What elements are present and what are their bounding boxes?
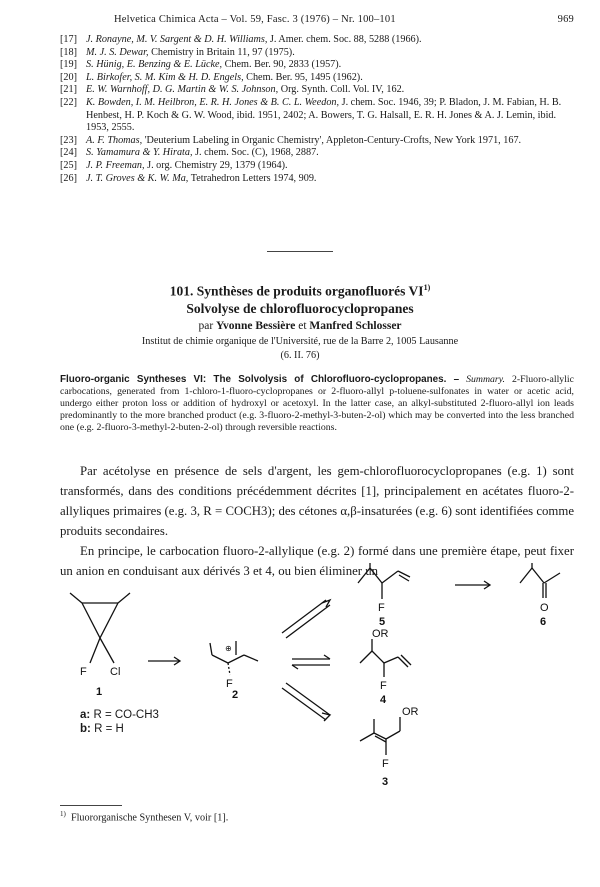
- reference-number: [17]: [60, 34, 77, 45]
- reference-item: [60, 135, 580, 148]
- article-title: 101. Synthèses de produits organofluorés VI$^{1)}$: [169, 283, 431, 299]
- compound-4-structure: [360, 628, 411, 706]
- compound-6-structure: [520, 563, 560, 628]
- reference-item: [60, 160, 580, 173]
- reference-item: [60, 72, 580, 85]
- footnote: $^{1)}$ Fluororganische Synthesen V, voir [1].: [60, 810, 229, 824]
- substituent-OR: OR: [402, 706, 419, 718]
- reference-source: 'Deuterium Labeling in Organic Chemistry', Appleton-Century-Crofts, New York 1971, 167.: [144, 134, 522, 146]
- reference-source: Tetrahedron Letters 1974, 909.: [190, 172, 317, 184]
- reference-number: [22]: [60, 96, 77, 108]
- legend-a: a: R = CO-CH3: [80, 709, 159, 721]
- institution: Institut de chimie organique de l'Université, rue de la Barre 2, 1005 Lausanne: [141, 336, 459, 347]
- atom-F: F: [80, 666, 87, 678]
- abstract-heading: Fluoro-organic Syntheses VI: The Solvolysis of Chlorofluoro-cyclopropanes. –: [60, 374, 460, 385]
- reference-source: Chemistry in Britain 11, 97 (1975).: [151, 46, 295, 58]
- reference-authors: M. J. S. Dewar,: [86, 46, 149, 58]
- page-number: 969: [557, 14, 574, 25]
- legend-b: b: R = H: [80, 723, 124, 735]
- reference-number: [21]: [60, 84, 77, 96]
- reference-source: J. org. Chemistry 29, 1379 (1964).: [147, 159, 288, 171]
- compound-label-6: 6: [540, 616, 547, 628]
- reference-item: [60, 147, 580, 160]
- abstract-label: Summary.: [466, 374, 505, 385]
- reference-number: [18]: [60, 46, 77, 58]
- abstract: [60, 374, 574, 434]
- reference-authors: K. Bowden, I. M. Heilbron, E. R. H. Jones & B. C. L. Weedon,: [86, 96, 340, 108]
- reference-source: Org. Synth. Coll. Vol. IV, 162.: [280, 84, 405, 96]
- atom-Cl: Cl: [110, 666, 121, 678]
- reference-authors: J. P. Freeman,: [86, 159, 145, 171]
- reference-item: [60, 34, 580, 47]
- paragraph-2: En principe, le carbocation fluoro-2-allylique (e.g. 2) formé dans une première étape, peut fixer un anion en conduisant aux dérivés 3 et 4, ou bien éliminer un: [60, 544, 574, 578]
- reference-item: [60, 97, 580, 135]
- reference-number: [20]: [60, 71, 77, 83]
- reference-authors: S. Hünig, E. Benzing & E. Lücke,: [86, 59, 223, 71]
- footnote-divider: [60, 805, 122, 806]
- cation-symbol: ⊕: [225, 644, 232, 653]
- section-divider: [267, 251, 333, 252]
- compound-1-structure: [70, 593, 130, 698]
- reference-authors: L. Birkofer, S. M. Kim & H. D. Engels,: [86, 71, 244, 83]
- compound-3-structure: [360, 706, 419, 788]
- compound-5-structure: [358, 563, 410, 628]
- reaction-scheme: [60, 563, 580, 793]
- abstract-text: 2-Fluoro-allylic carbocations, generated from 1-chloro-1-fluoro-cyclopropanes or 2-fluoro-allyl p-toluene-sulfonates in water or acetic acid, undergo either proton loss or addition of hydroxyl or acetoxyl. In the latter case, an alkyl-substituted 2-fluoro-allyl ion leads predominantly to the more branched product (e.g. 3-fluoro-2-methyl-3-buten-2-ol) which may be converted into the less branched one (e.g. 2-fluoro-3-methyl-2-buten-2-ol) through reversible reactions.: [60, 374, 574, 434]
- compound-label-2: 2: [232, 689, 239, 701]
- reference-authors: A. F. Thomas,: [86, 134, 143, 146]
- compound-label-4: 4: [380, 694, 387, 706]
- reference-item: [60, 59, 580, 72]
- substituent-OR: OR: [372, 628, 389, 640]
- reference-authors: J. T. Groves & K. W. Ma,: [86, 172, 189, 184]
- received-date: (6. II. 76): [280, 350, 320, 361]
- atom-F: F: [380, 680, 387, 692]
- reference-number: [19]: [60, 59, 77, 71]
- reference-authors: S. Yamamura & Y. Hirata,: [86, 147, 193, 159]
- reference-list: [60, 34, 580, 185]
- reference-number: [26]: [60, 172, 77, 184]
- reference-source: J. chem. Soc. 1946, 39; P. Bladon, J. M. Fabian, H. B. Henbest, H. P. Koch & G. W. Wood, ibid. 1951, 2402; A. Bowers, T. G. Halsall, E. R. H. Jones & A. J. Lemin, ibid. 1953, 2555.: [86, 96, 562, 134]
- journal-header: Helvetica Chimica Acta – Vol. 59, Fasc. 3 (1976) – Nr. 100–101: [114, 14, 396, 25]
- atom-F: F: [378, 602, 385, 614]
- reference-number: [24]: [60, 147, 77, 159]
- reference-item: [60, 47, 580, 60]
- reference-source: Chem. Ber. 95, 1495 (1962).: [246, 71, 363, 83]
- reference-source: J. chem. Soc. (C), 1968, 2887.: [195, 147, 319, 159]
- reference-item: [60, 173, 580, 186]
- reference-source: Chem. Ber. 90, 2833 (1957).: [224, 59, 342, 71]
- atom-F: F: [382, 758, 389, 770]
- atom-O: O: [540, 602, 549, 614]
- reference-source: J. Amer. chem. Soc. 88, 5288 (1966).: [269, 34, 422, 45]
- reference-authors: J. Ronayne, M. V. Sargent & D. H. Williams,: [86, 34, 268, 45]
- paragraph-1: Par acétolyse en présence de sels d'argent, les gem-chlorofluorocyclopropanes (e.g. 1) sont transformés, dans des conditions précédemment décrites [1], principalement en acétates fluoro-2-allyliques primaires (e.g. 3, R = COCH3); des cétones α,β-insaturées (e.g. 6) sont identifiées comme produits secondaires.: [60, 464, 574, 538]
- compound-2-structure: [210, 641, 258, 701]
- reference-number: [25]: [60, 159, 77, 171]
- compound-label-1: 1: [96, 686, 103, 698]
- reference-number: [23]: [60, 134, 77, 146]
- atom-F: F: [226, 678, 233, 690]
- article-subtitle: Solvolyse de chlorofluorocyclopropanes: [186, 301, 414, 316]
- substituent-legend: [80, 708, 159, 736]
- reference-authors: E. W. Warnhoff, D. G. Martin & W. S. Johnson,: [86, 84, 279, 96]
- compound-label-5: 5: [379, 616, 386, 628]
- reference-item: [60, 84, 580, 97]
- compound-label-3: 3: [382, 776, 389, 788]
- author-line: par Yvonne Bessière et Manfred Schlosser: [198, 320, 402, 332]
